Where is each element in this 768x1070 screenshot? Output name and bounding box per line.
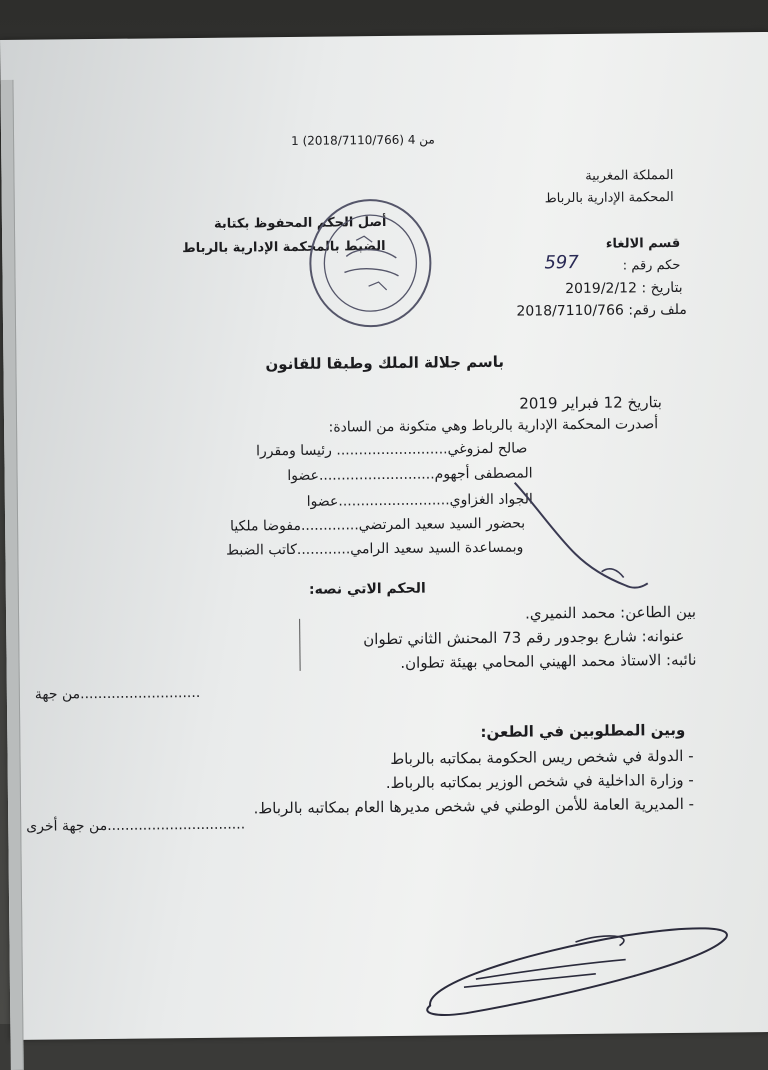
issued-by-line: أصدرت المحكمة الإدارية بالرباط وهي متكونة من السادة: bbox=[328, 416, 659, 436]
panel-member: وبمساعدة السيد سعيد الرامي............كاتب الضبط bbox=[225, 539, 524, 559]
original-copy-line2: الضبط بالمحكمة الإدارية بالرباط bbox=[182, 238, 386, 257]
defendant-item: - المديرية العامة للأمن الوطني في شخص مديرها العام بمكاتبه بالرباط. bbox=[253, 794, 695, 818]
panel-member: صالح لمزوغي......................... رئيسا ومقررا bbox=[256, 440, 528, 460]
ruling-date: بتاريخ : 2019/2/12 bbox=[565, 279, 683, 298]
defendant-item: - الدولة في شخص ريس الحكومة بمكاتبه بالرباط bbox=[390, 746, 694, 768]
address-line: عنوانه: شارع بوجدور رقم 73 المحنش الثاني تطوان bbox=[363, 626, 685, 649]
appellant-line: بين الطاعن: محمد النميري. bbox=[524, 602, 697, 623]
kingdom-header: المملكة المغربية bbox=[585, 167, 674, 184]
court-stamp bbox=[306, 195, 435, 330]
defendants-label: وبين المطلوبين في الطعن: bbox=[480, 720, 686, 742]
court-header: المحكمة الإدارية بالرباط bbox=[544, 189, 674, 207]
panel-member: بحضور السيد سعيد المرتضي.............مفوضا ملكيا bbox=[230, 515, 526, 535]
party-side-one: ...........................من جهة bbox=[34, 684, 201, 703]
file-number: ملف رقم: 2018/7110/766 bbox=[516, 301, 687, 320]
handwritten-signature bbox=[405, 910, 746, 1024]
ruling-number-label: حكم رقم : bbox=[622, 257, 681, 274]
handwritten-strike-mark bbox=[505, 473, 656, 605]
document-page bbox=[0, 32, 768, 1040]
original-copy-line1: أصل الحكم المحفوظ بكتابة bbox=[213, 214, 387, 232]
margin-bracket bbox=[299, 619, 305, 671]
deputy-line: نائبه: الاستاذ محمد الهيني المحامي بهيئة تطوان. bbox=[400, 650, 697, 672]
panel-member: الجواد الغزاوي.........................عضوا bbox=[306, 491, 533, 510]
defendant-item: - وزارة الداخلية في شخص الوزير بمكاتبه بالرباط. bbox=[385, 770, 694, 793]
panel-member: المصطفى أجهوم..........................عضوا bbox=[287, 465, 533, 485]
party-side-two: ...............................من جهة أخرى bbox=[26, 816, 246, 835]
ruling-text-label: الحكم الاتي نصه: bbox=[308, 580, 426, 598]
document-heading: باسم جلالة الملك وطبقا للقانون bbox=[265, 352, 505, 374]
hearing-date: بتاريخ 12 فبراير 2019 bbox=[519, 393, 662, 413]
ruling-number-handwritten: 597 bbox=[544, 251, 579, 274]
section-label: قسم الالغاء bbox=[605, 235, 681, 252]
page-reference: 1 من 4 (2018/7110/766) bbox=[291, 132, 435, 148]
